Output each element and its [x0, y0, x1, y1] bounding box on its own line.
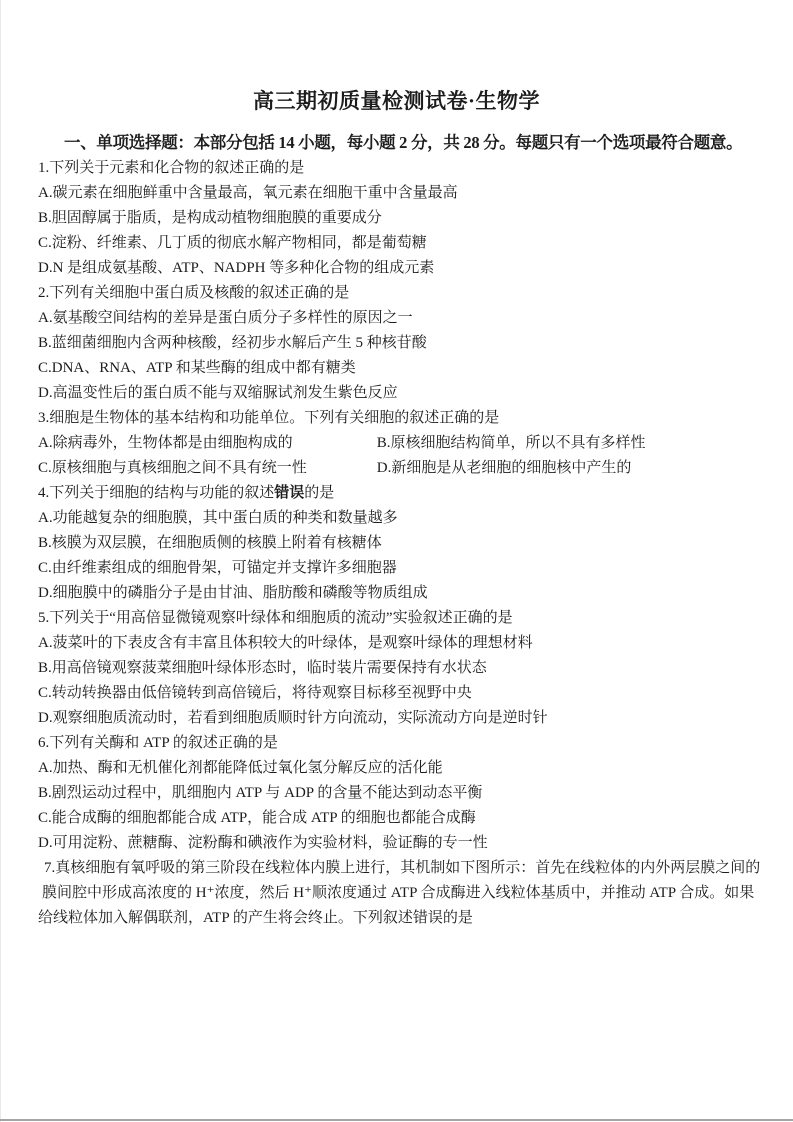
question-5-option-a: A.菠菜叶的下表皮含有丰富且体积较大的叶绿体，是观察叶绿体的理想材料	[38, 635, 533, 651]
question-4-option-b: B.核膜为双层膜，在细胞质侧的核膜上附着有核糖体	[38, 535, 382, 551]
question-6-option-a: A.加热、酶和无机催化剂都能降低过氧化氢分解反应的活化能	[38, 760, 443, 776]
question-6-stem: 6.下列有关酶和 ATP 的叙述正确的是	[38, 735, 278, 751]
question-7-stem-line-3: 给线粒体加入解偶联剂，ATP 的产生将会终止。下列叙述错误的是	[38, 910, 473, 926]
question-1-stem: 1.下列关于元素和化合物的叙述正确的是	[38, 160, 305, 176]
page-left-edge-line	[0, 0, 1, 1122]
question-7-stem-line-1: 7.真核细胞有氧呼吸的第三阶段在线粒体内膜上进行，其机制如下图所示：首先在线粒体的内外两层膜之间的	[44, 860, 761, 876]
question-5-option-b: B.用高倍镜观察菠菜细胞叶绿体形态时，临时装片需要保持有水状态	[38, 660, 487, 676]
question-3-option-a: A.除病毒外，生物体都是由细胞构成的	[38, 435, 293, 451]
question-3-stem: 3.细胞是生物体的基本结构和功能单位。下列有关细胞的叙述正确的是	[38, 410, 500, 426]
question-4-option-d: D.细胞膜中的磷脂分子是由甘油、脂肪酸和磷酸等物质组成	[38, 585, 428, 601]
question-3-options-row-2	[38, 456, 785, 481]
question-1-option-b: B.胆固醇属于脂质，是构成动植物细胞膜的重要成分	[38, 210, 382, 226]
question-6-option-d: D.可用淀粉、蔗糖酶、淀粉酶和碘液作为实验材料，验证酶的专一性	[38, 835, 488, 851]
page-title: 高三期初质量检测试卷·生物学	[252, 89, 540, 113]
question-7-stem-line-2: 膜间腔中形成高浓度的 H⁺浓度，然后 H⁺顺浓度通过 ATP 合成酶进入线粒体基质中，并推动 ATP 合成。如果	[42, 885, 755, 901]
question-1-option-c: C.淀粉、纤维素、几丁质的彻底水解产物相同，都是葡萄糖	[38, 235, 427, 251]
question-4-option-c: C.由纤维素组成的细胞骨架，可锚定并支撑许多细胞器	[38, 560, 397, 576]
question-5-option-d: D.观察细胞质流动时，若看到细胞质顺时针方向流动，实际流动方向是逆时针	[38, 710, 548, 726]
question-6-option-b: B.剧烈运动过程中，肌细胞内 ATP 与 ADP 的含量不能达到动态平衡	[38, 785, 483, 801]
question-2-option-b: B.蓝细菌细胞内含两种核酸，经初步水解后产生 5 种核苷酸	[38, 335, 427, 351]
question-2-option-a: A.氨基酸空间结构的差异是蛋白质分子多样性的原因之一	[38, 310, 413, 326]
question-4-stem-emphasis: 错误	[274, 485, 305, 501]
section-heading: 一、单项选择题：本部分包括 14 小题，每小题 2 分，共 28 分。每题只有一个选项最符合题意。	[64, 133, 743, 152]
question-4-option-a: A.功能越复杂的细胞膜，其中蛋白质的种类和数量越多	[38, 510, 398, 526]
question-4-stem-suffix: 的是	[304, 485, 335, 501]
question-3-option-c: C.原核细胞与真核细胞之间不具有统一性	[38, 460, 307, 476]
question-1-option-a: A.碳元素在细胞鲜重中含量最高，氧元素在细胞干重中含量最高	[38, 185, 458, 201]
question-5-stem: 5.下列关于“用高倍显微镜观察叶绿体和细胞质的流动”实验叙述正确的是	[38, 610, 513, 626]
question-1-option-d: D.N 是组成氨基酸、ATP、NADPH 等多种化合物的组成元素	[38, 260, 435, 276]
question-5-option-c: C.转动转换器由低倍镜转到高倍镜后，将待观察目标移至视野中央	[38, 685, 472, 701]
page-bottom-edge-line	[0, 1119, 793, 1121]
question-2-option-c: C.DNA、RNA、ATP 和某些酶的组成中都有糖类	[38, 360, 356, 376]
question-list	[38, 156, 785, 931]
question-3-options-row-1	[38, 431, 785, 456]
question-2-stem: 2.下列有关细胞中蛋白质及核酸的叙述正确的是	[38, 285, 350, 301]
question-6-option-c: C.能合成酶的细胞都能合成 ATP，能合成 ATP 的细胞也都能合成酶	[38, 810, 476, 826]
question-4-stem	[38, 481, 785, 506]
question-3-option-b: B.原核细胞结构简单，所以不具有多样性	[376, 435, 646, 451]
question-3-option-d: D.新细胞是从老细胞的细胞核中产生的	[376, 460, 632, 476]
question-4-stem-prefix: 4.下列关于细胞的结构与功能的叙述	[38, 485, 275, 501]
question-2-option-d: D.高温变性后的蛋白质不能与双缩脲试剂发生紫色反应	[38, 385, 398, 401]
